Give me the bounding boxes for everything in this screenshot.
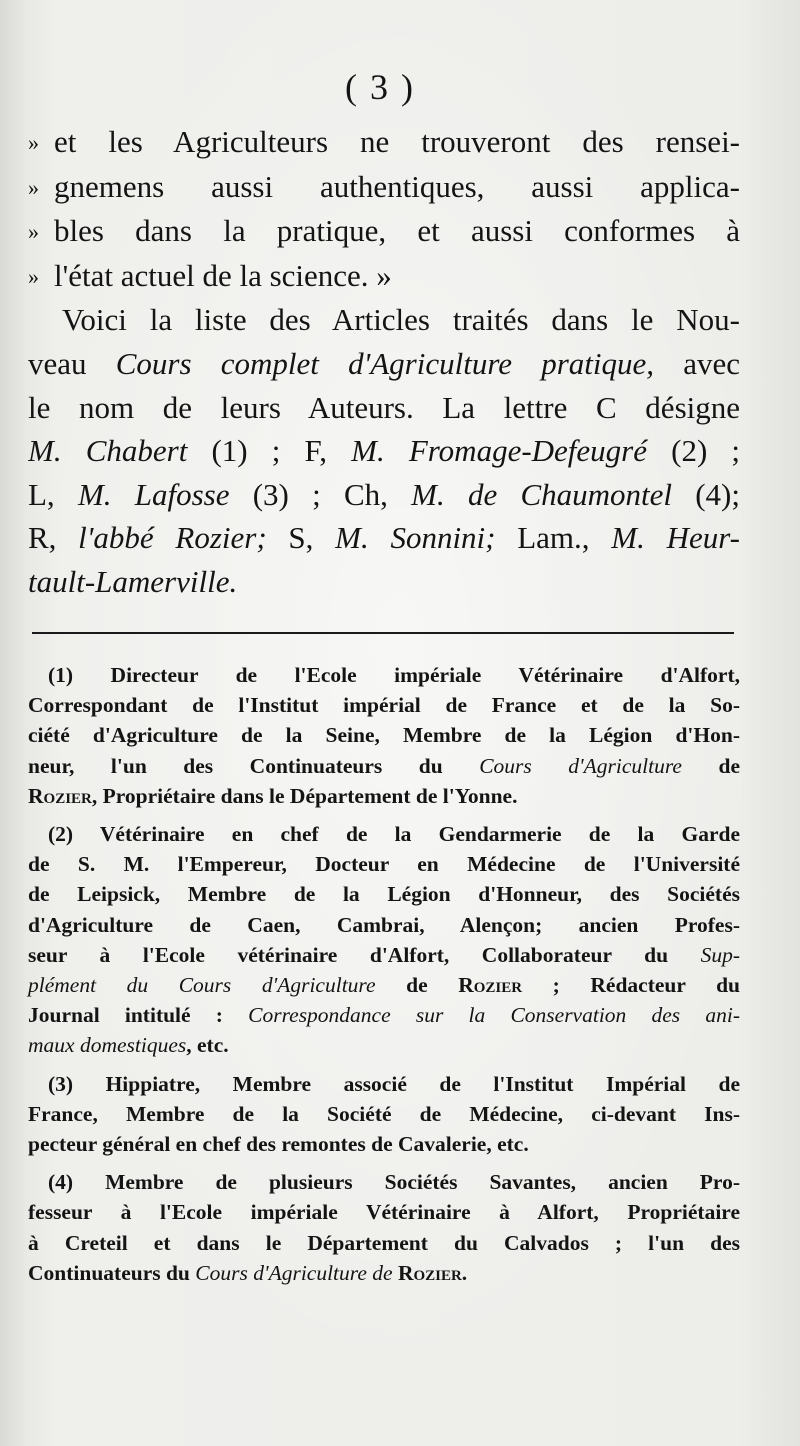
work-title: Cours complet d'Agriculture pratique,: [115, 345, 654, 381]
quote-mark: »: [28, 130, 39, 155]
main-text: [28, 120, 740, 604]
author-name: M. Heur-: [611, 520, 740, 556]
author-name: M. Lafosse: [77, 476, 230, 512]
author-name: M. Fromage-Defeugré: [351, 433, 647, 469]
quote-line: » gnemens aussi authentiques, aussi applica-: [28, 165, 740, 210]
quote-line: » l'état actuel de la science. »: [28, 254, 740, 299]
work-title: Correspondance sur la Conservation des ani-: [248, 1003, 740, 1028]
paragraph-line: Voici la liste des Articles traités dans le Nou-: [62, 302, 740, 338]
work-title: plément du Cours d'Agriculture: [28, 973, 376, 998]
footnote-4: (4) Membre de plusieurs Sociétés Savantes, ancien Pro- fesseur à l'Ecole impériale Vétérinaire à Alfort, Propriétaire à Creteil et dans le Département du Calvados ; l'un des Continuateurs du Cours d'Agriculture de Rozier.: [28, 1170, 740, 1285]
work-title: Cours d'Agriculture: [479, 753, 682, 778]
author-name: Rozier.: [392, 1260, 468, 1285]
work-title: Sup-: [700, 942, 740, 967]
quote-mark: »: [28, 263, 39, 289]
paragraph-line: le nom de leurs Auteurs. La lettre C désigne: [28, 389, 740, 425]
paragraph-line: veau Cours complet d'Agriculture pratique, avec: [28, 345, 740, 381]
author-name: M. Chabert: [28, 433, 188, 469]
author-name: Rozier: [458, 973, 523, 998]
author-name: M. de Chaumontel: [411, 476, 672, 512]
paragraph-line: L, M. Lafosse (3) ; Ch, M. de Chaumontel (4);: [28, 476, 740, 512]
work-title: Cours d'Agriculture de: [195, 1260, 393, 1285]
paragraph-line: R, l'abbé Rozier; S, M. Sonnini; Lam., M. Heur-: [28, 520, 740, 556]
footnote-divider: [32, 632, 734, 634]
footnote-2: (2) Vétérinaire en chef de la Gendarmerie de la Garde de S. M. l'Empereur, Docteur en Médecine de l'Université de Leipsick, Membre de la Légion d'Honneur, des Sociétés d'Agriculture de Caen, Cambrai, Alençon; ancien Profes- seur à l'Ecole vétérinaire d'Alfort, Collaborateur du Sup- plément du Cours d'Agriculture de Rozier ; Rédacteur du Journal intitulé : Correspondance sur la Conservation des ani- maux domestiques, etc.: [28, 822, 740, 1058]
author-name: tault-Lamerville.: [28, 563, 238, 599]
author-name: M. Sonnini;: [335, 520, 496, 556]
paragraph-line: [28, 560, 740, 604]
quote-line: » bles dans la pratique, et aussi conformes à: [28, 209, 740, 254]
paragraph-line: M. Chabert (1) ; F, M. Fromage-Defeugré (2) ;: [28, 433, 740, 469]
page-number: ( 3 ): [345, 67, 415, 107]
author-name: Rozier: [28, 783, 92, 808]
author-name: l'abbé Rozier;: [78, 520, 267, 556]
quote-mark: »: [28, 174, 39, 200]
footnote-1: (1) Directeur de l'Ecole impériale Vétérinaire d'Alfort, Correspondant de l'Institut impérial de France et de la So- ciété d'Agriculture de la Seine, Membre de la Légion d'Hon- neur, l'un des Continuateurs du Cours d'Agriculture de Rozier, Propriétaire dans le Département de l'Yonne.: [28, 663, 740, 808]
footnote-3: (3) Hippiatre, Membre associé de l'Institut Impérial de France, Membre de la Société de Médecine, ci-devant Ins- pecteur général en chef des remontes de Cavalerie, etc.: [28, 1071, 740, 1157]
quote-mark: »: [28, 219, 39, 245]
work-title: maux domestiques: [28, 1033, 187, 1058]
footnotes: [28, 660, 740, 1296]
quote-line: » et les Agriculteurs ne trouveront des rensei-: [28, 120, 740, 165]
